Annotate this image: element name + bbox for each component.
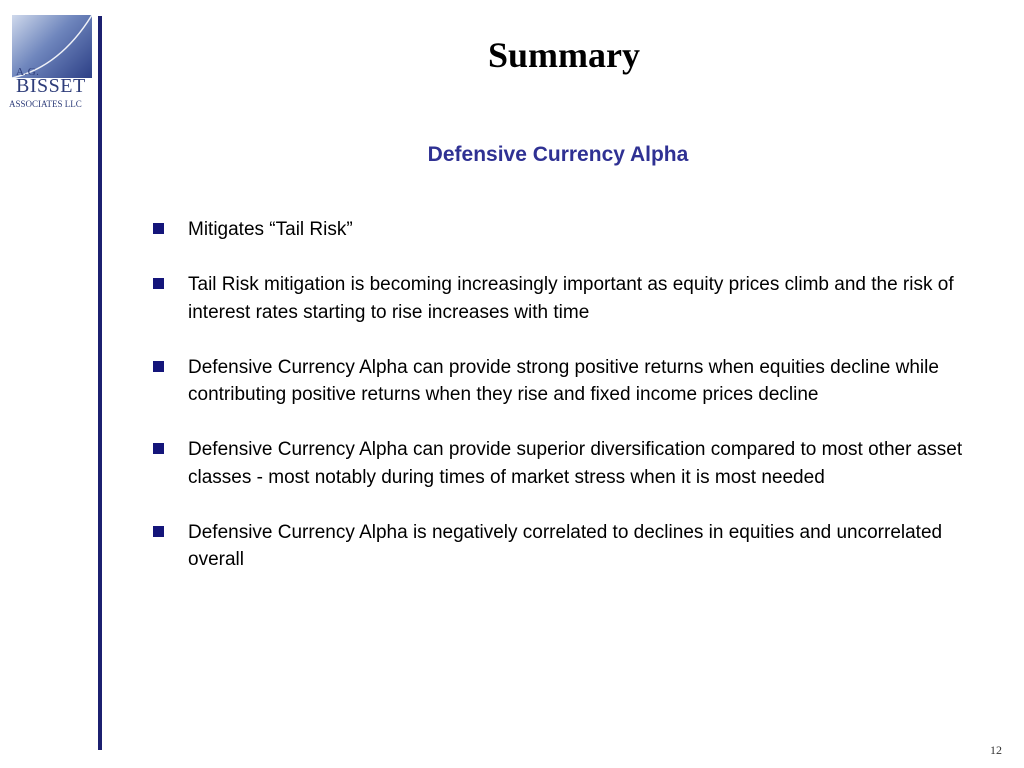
- bullet-item: [150, 216, 970, 244]
- bullet-item: [150, 271, 970, 326]
- bullet-text: Defensive Currency Alpha can provide strong positive returns when equities decline while contributing positive returns when they rise and fixed income prices decline: [188, 356, 939, 405]
- square-bullet-icon: [153, 361, 164, 372]
- vertical-rule: [98, 16, 102, 750]
- bullet-list: [150, 216, 970, 601]
- logo-text-name: BISSET: [16, 75, 86, 97]
- logo-text-initials: A.G.: [16, 66, 40, 78]
- page-number: 12: [990, 743, 1002, 757]
- bullet-text: Tail Risk mitigation is becoming increasingly important as equity prices climb and the risk of interest rates starting to rise increases with time: [188, 274, 954, 323]
- square-bullet-icon: [153, 278, 164, 289]
- square-bullet-icon: [153, 223, 164, 234]
- section-subtitle: Defensive Currency Alpha: [427, 143, 689, 166]
- bullet-text: Defensive Currency Alpha is negatively correlated to declines in equities and uncorrelated overall: [188, 521, 943, 570]
- bullet-item: [150, 519, 970, 574]
- bullet-text: Defensive Currency Alpha can provide superior diversification compared to most other asset classes - most notably during times of market stress when it is most needed: [188, 439, 963, 488]
- square-bullet-icon: [153, 526, 164, 537]
- bullet-item: [150, 436, 970, 491]
- company-logo: [6, 12, 100, 120]
- bullet-item: [150, 354, 970, 409]
- bullet-text: Mitigates “Tail Risk”: [188, 219, 353, 240]
- logo-text-associates: ASSOCIATES LLC: [9, 99, 82, 109]
- square-bullet-icon: [153, 443, 164, 454]
- page-title: Summary: [488, 35, 640, 75]
